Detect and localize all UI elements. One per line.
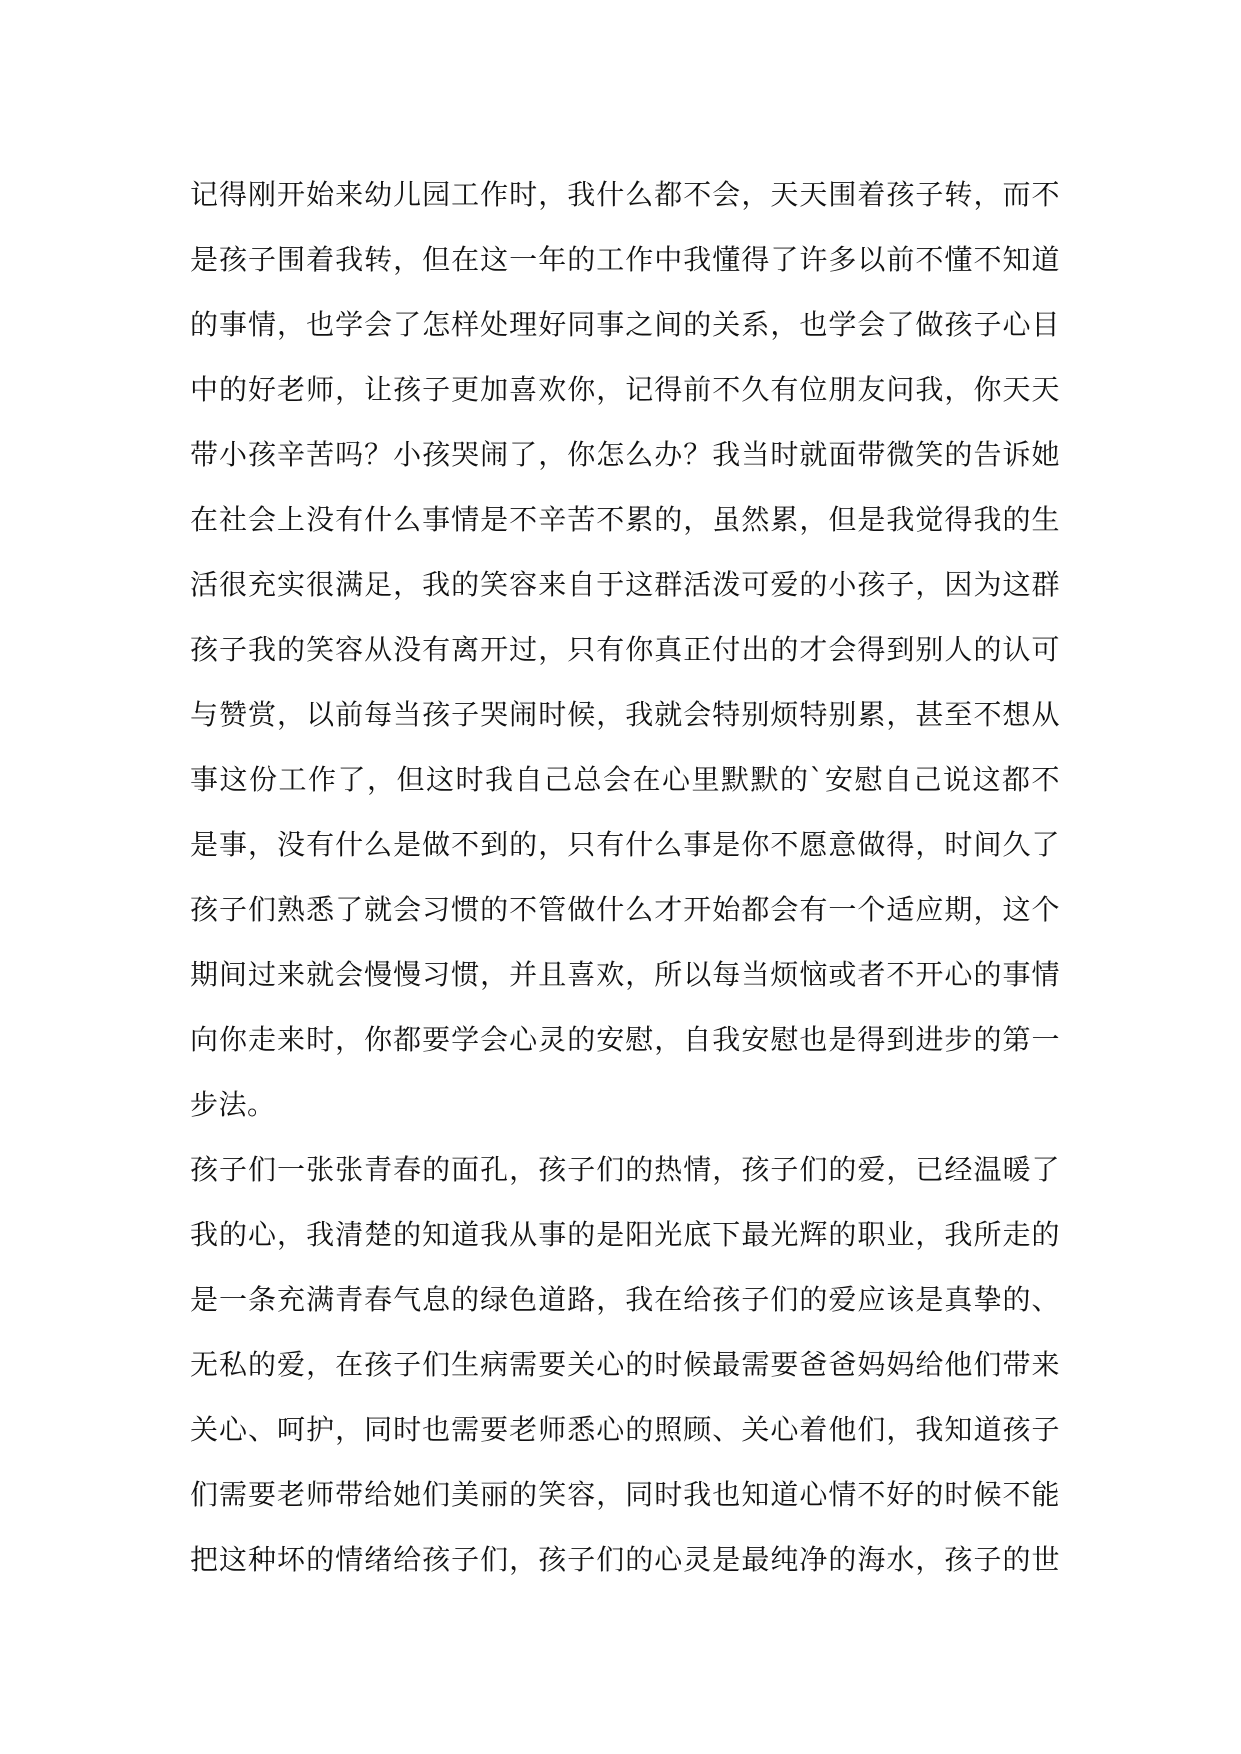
text-line: 事这份工作了，但这时我自己总会在心里默默的`安慰自己说这都不 [190, 763, 1060, 796]
text-line: 记得刚开始来幼儿园工作时，我什么都不会，天天围着孩子转，而不 [190, 178, 1060, 211]
text-line: 是孩子围着我转，但在这一年的工作中我懂得了许多以前不懂不知道 [190, 243, 1060, 276]
text-line: 把这种坏的情绪给孩子们，孩子们的心灵是最纯净的海水，孩子的世 [190, 1543, 1060, 1576]
text-line: 是事，没有什么是做不到的，只有什么事是你不愿意做得，时间久了 [190, 828, 1060, 861]
text-line: 是一条充满青春气息的绿色道路，我在给孩子们的爱应该是真挚的、 [190, 1283, 1060, 1316]
text-line: 们需要老师带给她们美丽的笑容，同时我也知道心情不好的时候不能 [190, 1478, 1060, 1511]
text-line: 孩子们熟悉了就会习惯的不管做什么才开始都会有一个适应期，这个 [190, 893, 1060, 926]
text-line: 期间过来就会慢慢习惯，并且喜欢，所以每当烦恼或者不开心的事情 [190, 958, 1060, 991]
text-line: 向你走来时，你都要学会心灵的安慰，自我安慰也是得到进步的第一 [190, 1023, 1060, 1056]
text-line: 中的好老师，让孩子更加喜欢你，记得前不久有位朋友问我，你天天 [190, 373, 1060, 406]
text-line: 在社会上没有什么事情是不辛苦不累的，虽然累，但是我觉得我的生 [190, 503, 1060, 536]
text-line: 孩子们一张张青春的面孔，孩子们的热情，孩子们的爱，已经温暖了 [190, 1153, 1060, 1186]
text-line: 步法。 [190, 1088, 276, 1121]
text-line: 我的心，我清楚的知道我从事的是阳光底下最光辉的职业，我所走的 [190, 1218, 1060, 1251]
text-line: 无私的爱，在孩子们生病需要关心的时候最需要爸爸妈妈给他们带来 [190, 1348, 1060, 1381]
text-line: 活很充实很满足，我的笑容来自于这群活泼可爱的小孩子，因为这群 [190, 568, 1060, 601]
text-line: 与赞赏，以前每当孩子哭闹时候，我就会特别烦特别累，甚至不想从 [190, 698, 1060, 731]
body-text [190, 162, 1060, 1592]
text-line: 关心、呵护，同时也需要老师悉心的照顾、关心着他们，我知道孩子 [190, 1413, 1060, 1446]
text-line: 带小孩辛苦吗？小孩哭闹了，你怎么办？我当时就面带微笑的告诉她 [190, 438, 1060, 471]
text-line: 的事情，也学会了怎样处理好同事之间的关系，也学会了做孩子心目 [190, 308, 1060, 341]
text-line: 孩子我的笑容从没有离开过，只有你真正付出的才会得到别人的认可 [190, 633, 1060, 666]
